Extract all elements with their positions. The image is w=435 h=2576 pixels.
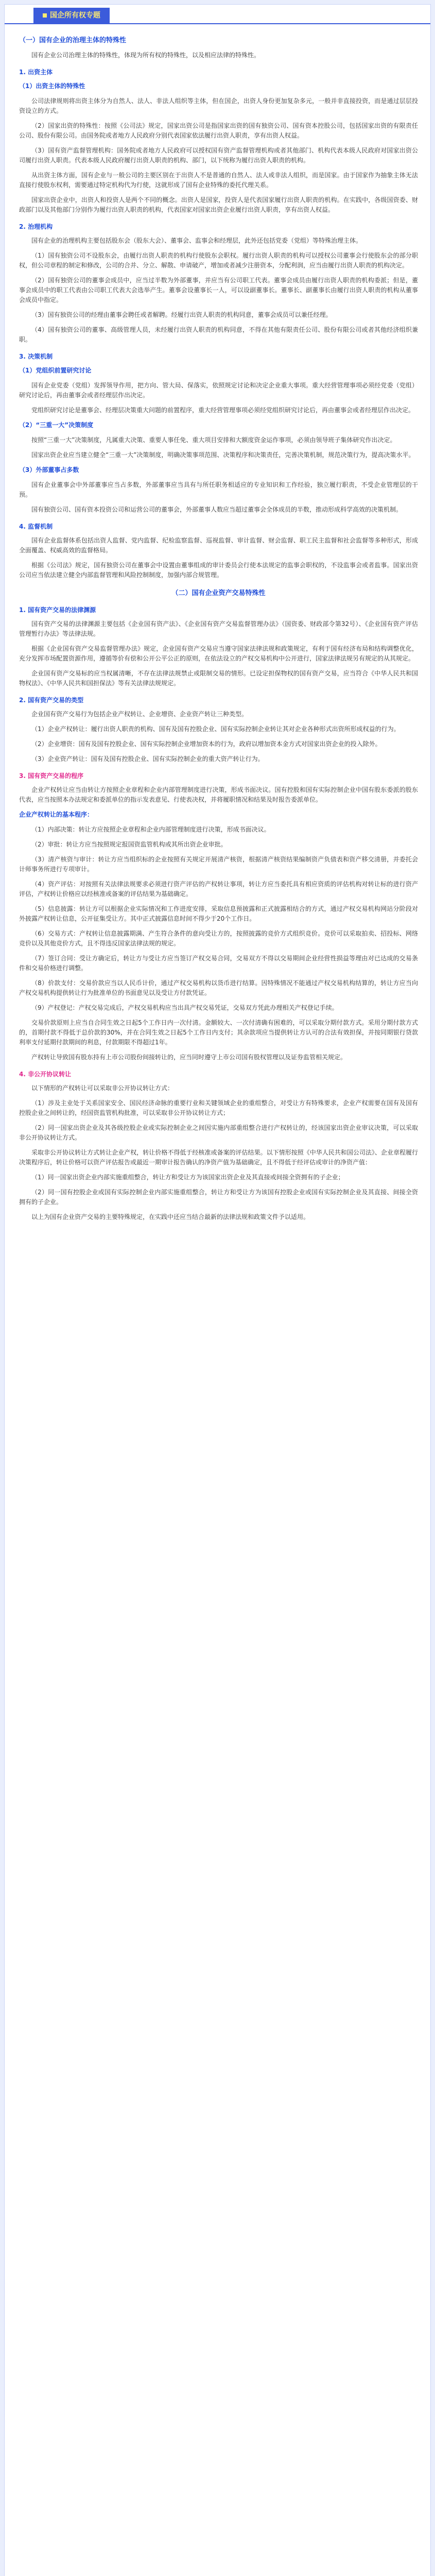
- paragraph: 企业国有资产交易行为包括企业产权转让、企业增资、企业资产转让三种类型。: [31, 710, 248, 718]
- paragraph: （1）企业产权转让：履行出资人职责的机构、国有及国有控股企业、国有实际控制企业转让其对企业各种形式出资所形成权益的行为。: [31, 725, 400, 733]
- paragraph: 党组织研究讨论是董事会、经理层决策重大问题的前置程序，重大经营管理事项必须经党组织研究讨论后，再由董事会或者经理层作出决定。: [31, 406, 415, 414]
- sub-heading: （1）出资主体的特殊性: [19, 82, 85, 90]
- document-page: [4, 4, 431, 2576]
- subsection-title: 2. 治理机构: [19, 223, 53, 230]
- paragraph: （3）企业资产转让：国有及国有控股企业、国有实际控制企业的重大资产转让行为。: [31, 755, 264, 762]
- subsection-title: 3. 国有资产交易的程序: [19, 772, 84, 779]
- paragraph: 公司法律规则将出资主体分为自然人、法人、非法人组织等主体，但在国企，出资人身份更加复杂多元，一般并非直接投资，而是通过层层投资设立的方式。: [19, 97, 418, 114]
- paragraph: （2）国有独资公司的董事会成员中，应当过半数为外部董事，并应当有公司职工代表。董事会成员由履行出资人职责的机构委派；但是，董事会成员中的职工代表由公司职工代表大会选举产生。董事会设董事长一人，可以设副董事长。董事长、副董事长由履行出资人职责的机构从董事会成员中指定。: [19, 277, 418, 303]
- part-title: （二）国有企业资产交易特殊性: [171, 589, 266, 597]
- paragraph: 从出资主体方面，国有企业与一般公司的主要区别在于出资人不是普通的自然人、法人或非法人组织，而是国家。由于国家作为抽象主体无法直接行使股东权利，需要通过特定机构代为行使，这就形成了国有企业特殊的委托代理关系。: [19, 172, 418, 189]
- paragraph: 国有独资公司、国有资本投资公司和运营公司的董事会，外部董事人数应当超过董事会全体成员的半数，推动形成科学高效的决策机制。: [31, 506, 403, 513]
- header-tag-label: 国企所有权专题: [50, 11, 100, 20]
- square-bullet-icon: [43, 13, 47, 18]
- list-item: （2）审批：转让方应当按照规定报国资监管机构或其所出资企业审批。: [31, 841, 227, 848]
- sub-heading: （2）“三重一大”决策制度: [19, 421, 94, 429]
- paragraph: 国家出资企业应当建立健全“三重一大”决策制度，明确决策事项范围、决策程序和决策责任，完善决策机制，规范决策行为，提高决策水平。: [31, 451, 415, 459]
- paragraph: 国有企业监督体系包括出资人监督、党内监督、纪检监察监督、巡视监督、审计监督、财会监督、职工民主监督和社会监督等多种形式，形成全面覆盖、权威高效的监督格局。: [19, 537, 418, 554]
- paragraph: 交易价款原则上应当自合同生效之日起5个工作日内一次付清。金额较大、一次付清确有困难的，可以采取分期付款方式。采用分期付款方式的，首期付款不得低于总价款的30%，并在合同生效之日起5个工作日内支付；其余款项应当提供转让方认可的合法有效担保，并按同期银行贷款利率支付延期付款期间的利息，付款期限不得超过1年。: [19, 1019, 418, 1046]
- paragraph: 根据《公司法》规定，国有独资公司在董事会中设置由董事组成的审计委员会行使本法规定的监事会职权的，不设监事会或者监事。国家出资公司应当依法建立健全内部监督管理和风险控制制度，加强内部合规管理。: [19, 562, 418, 579]
- header-divider: [5, 23, 430, 24]
- paragraph: （3）国有独资公司的经理由董事会聘任或者解聘。经履行出资人职责的机构同意，董事会成员可以兼任经理。: [31, 311, 332, 318]
- paragraph: 国家出资企业中，出资人和投资人是两个不同的概念。出资人是国家，投资人是代表国家履行出资人职责的机构。在实践中，各级国资委、财政部门以及其他部门分别作为履行出资人职责的机构，代表国家对国家出资企业履行出资人职责，享有出资人权益。: [19, 196, 418, 213]
- list-item: （4）资产评估：对按照有关法律法规要求必须进行资产评估的产权转让事项，转让方应当委托具有相应资质的评估机构对转让标的进行资产评估，产权转让价格应以经核准或备案的评估结果为基础确定。: [19, 880, 418, 897]
- paragraph: （1）国有独资公司不设股东会，由履行出资人职责的机构行使股东会职权。履行出资人职责的机构可以授权公司董事会行使股东会的部分职权，但公司章程的制定和修改，公司的合并、分立、解散、申请破产，增加或者减少注册资本，分配利润，应当由履行出资人职责的机构决定。: [19, 252, 418, 269]
- section-title: （一）国有企业的治理主体的特殊性: [19, 37, 127, 44]
- paragraph: 产权转让导致国有股东持有上市公司股份间接转让的，应当同时遵守上市公司国有股权管理以及证券监管相关规定。: [31, 1054, 347, 1061]
- sub-heading: （3）外部董事占多数: [19, 466, 79, 473]
- paragraph: 以下情形的产权转让可以采取非公开协议转让方式：: [31, 1084, 174, 1092]
- sub-heading: （1）党组织前置研究讨论: [19, 367, 92, 374]
- paragraph: 国有资产交易的法律渊源主要包括《企业国有资产法》、《企业国有资产交易监督管理办法》（国资委、财政部令第32号）、《企业国有资产评估管理暂行办法》等法律法规。: [19, 620, 418, 637]
- paragraph: （2）国家出资的特殊性：按照《公司法》规定，国家出资公司是指国家出资的国有独资公司、国有资本控股公司，包括国家出资的有限责任公司、股份有限公司。由国务院或者地方人民政府分别代表国家依法履行出资人职责，享有出资人权益。: [19, 122, 418, 139]
- list-item: （5）信息披露：转让方可以根据企业实际情况和工作进度安排，采取信息预披露和正式披露相结合的方式，通过产权交易机构网站分阶段对外披露产权转让信息，公开征集受让方。其中正式披露信息时间不得少于20个工作日。: [19, 905, 418, 922]
- list-item: （9）产权登记：产权交易完成后，产权交易机构应当出具产权交易凭证，交易双方凭此办理相关产权登记手续。: [31, 1004, 338, 1011]
- paragraph: 企业国有资产交易标的应当权属清晰，不存在法律法规禁止或限制交易的情形。已设定担保物权的国有资产交易，应当符合《中华人民共和国物权法》、《中华人民共和国担保法》等有关法律法规规定。: [19, 670, 418, 687]
- paragraph: （2）企业增资：国有及国有控股企业、国有实际控制企业增加资本的行为，政府以增加资本金方式对国家出资企业的投入除外。: [31, 740, 381, 748]
- paragraph: 国有企业董事会中外部董事应当占多数，外部董事应当具有与所任职务相适应的专业知识和工作经验，独立履行职责，不受企业管理层的干预。: [19, 481, 418, 498]
- list-item: （2）同一国有控股企业或国有实际控制企业内部实施重组整合，转让方和受让方为该国有控股企业或国有实际控制企业及其直接、间接全资拥有的子企业。: [19, 1189, 418, 1206]
- subsection-title: 2. 国有资产交易的类型: [19, 697, 84, 704]
- paragraph: 国有企业的治理机构主要包括股东会（股东大会）、董事会、监事会和经理层，此外还包括党委（党组）等特殊治理主体。: [31, 237, 362, 244]
- paragraph: 国有企业公司治理主体的特殊性，体现为所有权的特殊性，以及相应法律的特殊性。: [31, 52, 260, 59]
- sub-heading: 企业产权转让的基本程序：: [19, 811, 94, 818]
- subsection-title: 1. 出资主体: [19, 69, 53, 76]
- paragraph: 根据《企业国有资产交易监督管理办法》规定，企业国有资产交易应当遵守国家法律法规和政策规定，有利于国有经济布局和结构调整优化，充分发挥市场配置资源作用，遵循等价有偿和公开公平公正的原则，在依法设立的产权交易机构中公开进行，国家法律法规另有规定的从其规定。: [19, 645, 418, 662]
- paragraph: （4）国有独资公司的董事、高级管理人员，未经履行出资人职责的机构同意，不得在其他有限责任公司、股份有限公司或者其他经济组织兼职。: [19, 326, 418, 343]
- paragraph: 国有企业党委（党组）发挥领导作用，把方向、管大局、保落实，依照规定讨论和决定企业重大事项。重大经营管理事项必须经党委（党组）研究讨论后，再由董事会或者经理层作出决定。: [19, 382, 418, 399]
- list-item: （1）涉及主业处于关系国家安全、国民经济命脉的重要行业和关键领域企业的重组整合，对受让方有特殊要求，企业产权需要在国有及国有控股企业之间转让的，经国资监管机构批准，可以采取非公开协议转让方式；: [19, 1099, 418, 1116]
- subsection-title: 4. 非公开协议转让: [19, 1071, 72, 1078]
- paragraph: （3）国有资产监督管理机构：国务院或者地方人民政府可以授权国有资产监督管理机构或者其他部门、机构代表本级人民政府对国家出资公司履行出资人职责。代表本级人民政府履行出资人职责的机构、部门，以下统称为履行出资人职责的机构。: [19, 147, 418, 164]
- list-item: （3）清产核资与审计：转让方应当组织标的企业按照有关规定开展清产核资，根据清产核资结果编制资产负债表和资产移交清册，并委托会计师事务所进行专项审计。: [19, 856, 418, 873]
- list-item: （1）同一国家出资企业内部实施重组整合，转让方和受让方为该国家出资企业及其直接或间接全资拥有的子企业；: [31, 1174, 344, 1181]
- paragraph: 按照“三重一大”决策制度，凡属重大决策、重要人事任免、重大项目安排和大额度资金运作事项，必须由领导班子集体研究作出决定。: [31, 436, 396, 444]
- list-item: （2）同一国家出资企业及其各级控股企业或实际控制企业之间因实施内部重组整合进行产权转让的，经该国家出资企业审议决策，可以采取非公开协议转让方式。: [19, 1124, 418, 1141]
- list-item: （7）签订合同：受让方确定后，转让方与受让方应当签订产权交易合同，交易双方不得以交易期间企业经营性损益等理由对已达成的交易条件和交易价格进行调整。: [19, 955, 418, 972]
- header-tag: [33, 8, 110, 23]
- list-item: （6）交易方式：产权转让信息披露期满、产生符合条件的意向受让方的，按照披露的竞价方式组织竞价。竞价可以采取拍卖、招投标、网络竞价以及其他竞价方式，且不得违反国家法律法规的规定。: [19, 930, 418, 947]
- paragraph: 企业产权转让应当由转让方按照企业章程和企业内部管理制度进行决策，形成书面决议。国有控股和国有实际控制企业中国有股东委派的股东代表，应当按照本办法规定和委派单位的指示发表意见、行使表决权，并将履职情况和结果及时报告委派单位。: [19, 786, 418, 803]
- subsection-title: 1. 国有资产交易的法律渊源: [19, 606, 96, 614]
- list-item: （1）内部决策：转让方应按照企业章程和企业内部管理制度进行决策，形成书面决议。: [31, 826, 270, 833]
- list-item: （8）价款支付：交易价款应当以人民币计价，通过产权交易机构以货币进行结算。因特殊情况不能通过产权交易机构结算的，转让方应当向产权交易机构提供转让行为批准单位的书面意见以及受让方付款凭证。: [19, 979, 418, 996]
- article-body: [19, 36, 418, 1227]
- subsection-title: 4. 监督机制: [19, 523, 53, 530]
- subsection-title: 3. 决策机制: [19, 353, 53, 360]
- paragraph: 以上为国有企业资产交易的主要特殊规定，在实践中还应当结合最新的法律法规和政策文件予以适用。: [31, 1213, 310, 1221]
- paragraph: 采取非公开协议转让方式转让企业产权，转让价格不得低于经核准或备案的评估结果。以下情形按照《中华人民共和国公司法》、企业章程履行决策程序后，转让价格可以资产评估报告或最近一期审计报告确认的净资产值为基础确定，且不得低于经评估或审计的净资产值：: [19, 1149, 418, 1166]
